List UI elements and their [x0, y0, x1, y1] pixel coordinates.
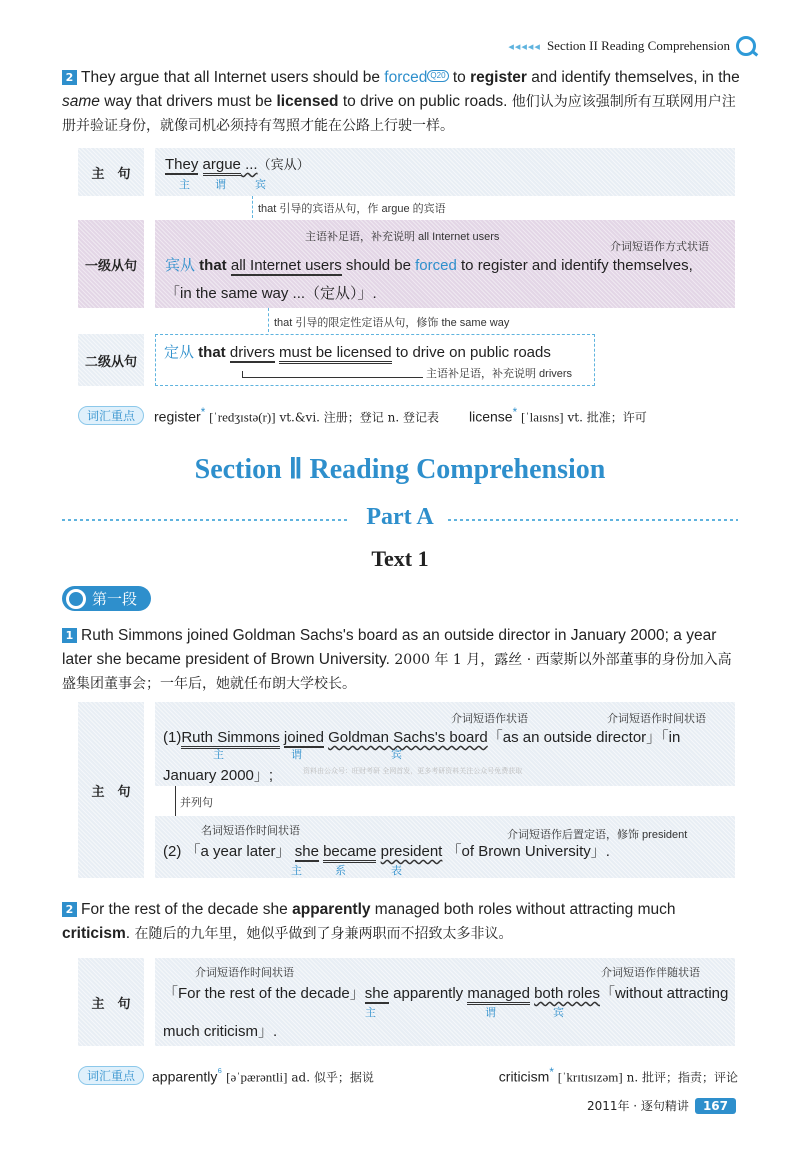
- phonetic: [ˈredʒɪstə(r)]: [209, 409, 276, 425]
- text: to: [448, 69, 471, 86]
- text: should be: [341, 257, 416, 274]
- vocab-row-2: [78, 1066, 738, 1086]
- clause-adverbial: 「in the same way ...（定从）」.: [165, 285, 377, 302]
- tag-object-clause: 宾从: [165, 257, 196, 274]
- text: They argue that all Internet users should be: [81, 69, 385, 86]
- clause-number: (2): [163, 843, 182, 860]
- q-ring-icon: [66, 589, 86, 609]
- q-search-icon: [736, 36, 756, 56]
- running-header: [508, 36, 756, 56]
- pill-label: 第一段: [92, 590, 138, 608]
- verb: managed: [467, 985, 530, 1005]
- object: Goldman Sachs's board: [328, 729, 488, 746]
- label-level2-clause: 二级从句: [78, 334, 144, 386]
- label-main-clause: 主 句: [78, 958, 144, 1046]
- sentence-number: 2: [62, 902, 77, 917]
- english-text: Ruth Simmons joined Goldman Sachs's board as an outside director in January 2000; a year later she became president of Brown University.: [62, 627, 717, 668]
- vocab-word-apparently: apparently$^{^6}$ [əˈpærəntli] ad. 似乎；据说: [152, 1066, 374, 1085]
- conj-that: that: [194, 344, 230, 361]
- role-object: 宾: [255, 178, 266, 191]
- subject: Ruth Simmons: [181, 729, 279, 749]
- paragraph-sentence-2b: [62, 898, 742, 946]
- definition: vt. 批准；许可: [567, 410, 647, 425]
- predicative: president: [380, 843, 443, 860]
- level2-clause-box: [155, 334, 595, 386]
- note-time-adverbial: 名词短语作时间状语: [201, 825, 300, 837]
- vocab-tag: 词汇重点: [78, 406, 144, 425]
- section-title: Section Ⅱ Reading Comprehension: [194, 454, 606, 485]
- word: license: [468, 408, 513, 425]
- vocab-row-1: [78, 406, 647, 426]
- coord-label: 并列句: [180, 797, 213, 809]
- role-subject: 主: [179, 178, 190, 191]
- text: apparently: [388, 985, 468, 1002]
- coord-clause-2-box: [155, 816, 735, 878]
- page-footer: [587, 1097, 736, 1114]
- text: managed both roles without attracting much: [370, 901, 676, 918]
- role-verb: 谓: [291, 748, 302, 761]
- text: to drive on public roads: [391, 344, 551, 361]
- adverbial-1: 「For the rest of the decade」: [163, 985, 365, 1002]
- vocab-word-license: license* [ˈlaɪsns] vt. 批准；许可: [468, 406, 647, 425]
- definition: n. 批评；指责；评论: [626, 1070, 738, 1085]
- paragraph-pill: [62, 586, 151, 611]
- text-title: Text 1: [371, 546, 429, 571]
- connector-line: [268, 308, 269, 332]
- role-subject: 主: [365, 1006, 376, 1019]
- adverbial-1: 「as an outside director」: [487, 729, 662, 746]
- note-adverbial: 介词短语作状语: [451, 713, 528, 725]
- bracket-line: [242, 371, 423, 378]
- subject: she: [294, 843, 319, 860]
- main-clause-box: [155, 148, 735, 196]
- book-title: 2011年 · 逐句精讲: [586, 1099, 689, 1113]
- question-badge: Q20: [427, 70, 448, 82]
- main-verb: argue: [203, 156, 241, 176]
- dotted-divider-right: [448, 519, 738, 521]
- page-number: 167: [695, 1098, 736, 1114]
- coord-line: [175, 786, 176, 816]
- role-predicative: 表: [391, 864, 402, 877]
- clause-subject: all Internet users: [230, 257, 342, 274]
- label-main-clause: 主 句: [78, 702, 144, 878]
- verb: joined: [283, 729, 324, 746]
- keyword-forced: forced: [415, 257, 457, 274]
- conj-that: that: [195, 257, 231, 274]
- chinese-translation: 在随后的九年里，她似乎做到了身兼两职而不招致太多非议。: [130, 926, 513, 942]
- level1-clause-box: [155, 220, 735, 308]
- text: and identify themselves, in the: [526, 69, 740, 86]
- keyword-criticism: criticism: [62, 925, 126, 942]
- note-manner-adverbial: 介词短语作方式状语: [610, 241, 709, 253]
- role-verb: 谓: [215, 178, 226, 191]
- subject: she: [364, 985, 389, 1002]
- main-subject: They: [165, 156, 199, 173]
- clause-subject: drivers: [229, 344, 275, 361]
- arrows-icon: ◂◂◂◂◂: [508, 40, 541, 53]
- vocab-word-criticism: criticism* [ˈkrɪtɪsɪzəm] n. 批评；指责；评论: [498, 1066, 738, 1085]
- word: apparently: [152, 1068, 218, 1085]
- object: both roles: [534, 985, 600, 1002]
- main-object: ...: [240, 156, 258, 173]
- keyword-same: same: [62, 93, 100, 110]
- clause-line-2: January 2000」;: [163, 767, 274, 784]
- note-subject-complement: 主语补足语，补充说明 all Internet users: [305, 231, 500, 243]
- chinese-translation: 他们认为应该强制所有互联网用户注册并验证身份，就像司机必须持有驾照才能在公路上行驶一样。: [62, 94, 736, 134]
- connector-note-1: that 引导的宾语从句，作 argue 的宾语: [258, 203, 446, 215]
- definition: vt.&vi. 注册；登记 n. 登记表: [279, 410, 439, 425]
- clause-number: (1): [163, 729, 182, 746]
- role-subject: 主: [291, 864, 302, 877]
- phonetic: [ˈkrɪtɪsɪzəm]: [557, 1069, 623, 1085]
- main-paren: （宾从）: [257, 158, 310, 173]
- paragraph-sentence-1: [62, 624, 742, 696]
- chinese-translation: 2000 年 1 月，露丝 · 西蒙斯以外部董事的身份加入高盛集团董事会；一年后，她就任布朗大学校长。: [62, 652, 732, 692]
- note-time-adverbial: 介词短语作时间状语: [607, 713, 706, 725]
- watermark: 资料由公众号：旺财考研 全网首发，更多考研资料关注公众号免费获取: [303, 767, 523, 775]
- vocab-tag: 词汇重点: [78, 1066, 144, 1085]
- verb: became: [323, 843, 376, 863]
- clause-verb: must be licensed: [279, 344, 392, 364]
- main-clause-box-3: [155, 958, 735, 1046]
- keyword-forced: forced: [384, 69, 428, 86]
- adverbial-2: 「in: [661, 729, 681, 746]
- role-subject: 主: [213, 748, 224, 761]
- note-post-attribute: 介词短语作后置定语，修饰 president: [507, 829, 688, 841]
- word: criticism: [498, 1068, 550, 1085]
- role-linking: 系: [335, 864, 346, 877]
- tag-attributive-clause: 定从: [164, 344, 195, 361]
- word: register: [154, 408, 201, 425]
- phonetic: [ˈlaɪsns]: [521, 409, 564, 425]
- label-main-clause: 主 句: [78, 148, 144, 196]
- connector-line: [252, 196, 253, 218]
- coord-clause-1-box: [155, 702, 735, 786]
- keyword-licensed: licensed: [276, 93, 339, 110]
- text: to drive on public roads.: [338, 93, 508, 110]
- part-title: Part A: [366, 504, 434, 530]
- sentence-number: 1: [62, 628, 77, 643]
- text: to register and identify themselves,: [456, 257, 693, 274]
- role-object: 宾: [553, 1006, 564, 1019]
- sentence-number: 2: [62, 70, 77, 85]
- text: For the rest of the decade she: [81, 901, 293, 918]
- adverbial: 「a year later」: [185, 843, 291, 860]
- note-drivers: 主语补足语，补充说明 drivers: [426, 368, 573, 380]
- text: way that drivers must be: [99, 93, 277, 110]
- paragraph-sentence-2: [62, 66, 742, 138]
- keyword-apparently: apparently: [292, 901, 371, 918]
- definition: ad. 似乎；据说: [291, 1070, 374, 1085]
- role-object: 宾: [391, 748, 402, 761]
- attribute: 「of Brown University」.: [446, 843, 610, 860]
- vocab-word-register: register* [ˈredʒɪstə(r)] vt.&vi. 注册；登记 n. 登记表: [154, 406, 439, 425]
- adverbial-2: 「without attracting: [599, 985, 729, 1002]
- note-accompany-adverbial: 介词短语作伴随状语: [601, 967, 700, 979]
- role-verb: 谓: [485, 1006, 496, 1019]
- note-time-adverbial: 介词短语作时间状语: [195, 967, 294, 979]
- label-level1-clause: 一级从句: [78, 220, 144, 308]
- connector-note-2: that 引导的限定性定语从句，修饰 the same way: [274, 317, 510, 329]
- clause-line-2: much criticism」.: [163, 1023, 278, 1040]
- keyword-register: register: [470, 69, 527, 86]
- header-title: Section II Reading Comprehension: [546, 38, 730, 53]
- text: .: [125, 925, 131, 942]
- phonetic: [əˈpærəntli]: [226, 1069, 288, 1085]
